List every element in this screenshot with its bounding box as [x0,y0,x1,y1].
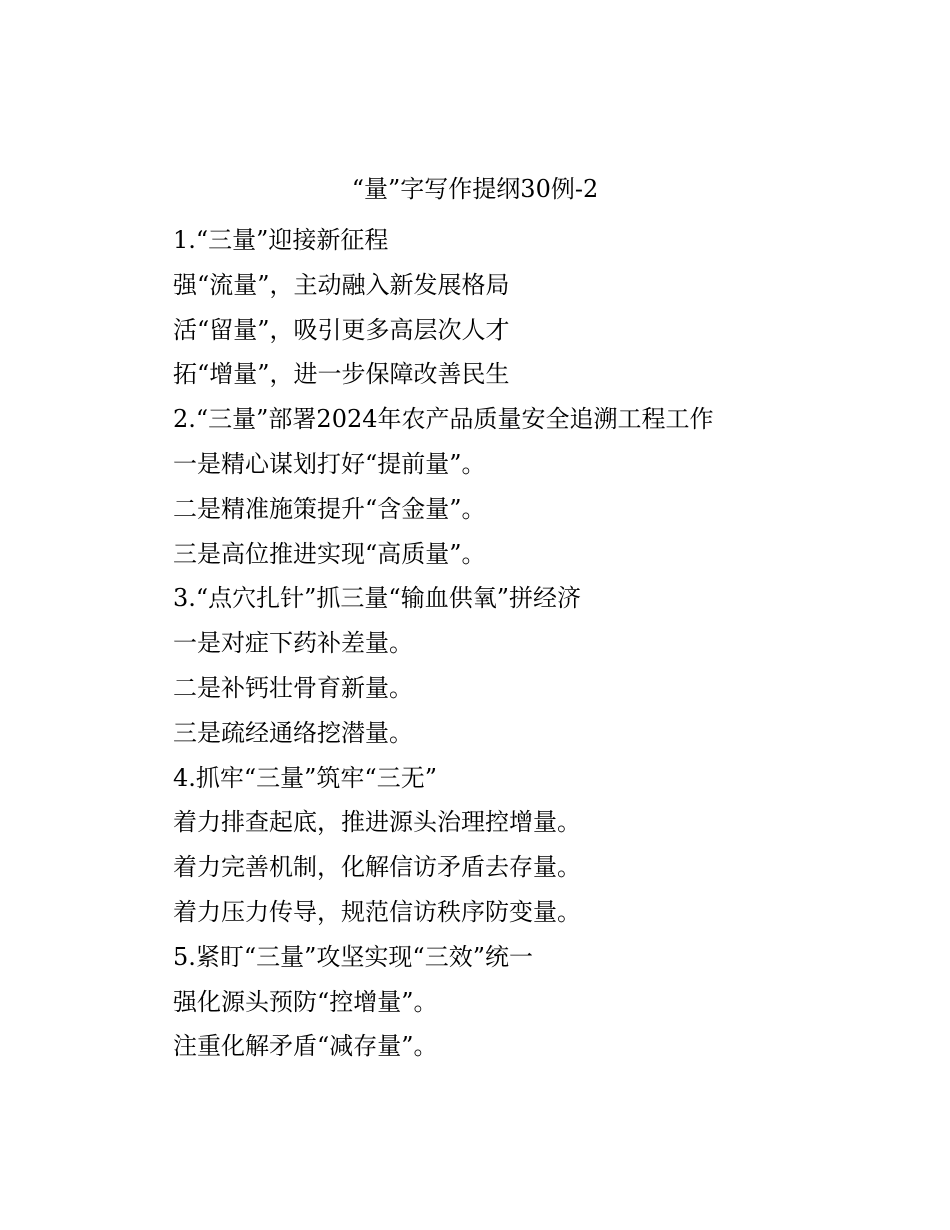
body-line: 三是高位推进实现“高质量”。 [173,539,486,568]
body-line: 二是补钙壮骨育新量。 [173,673,413,702]
body-line: 一是精心谋划打好“提前量”。 [173,449,486,478]
section-heading-5: 5.紧盯“三量”攻坚实现“三效”统一 [173,942,533,971]
body-line: 着力排查起底，推进源头治理控增量。 [173,808,581,837]
document-title: “量”字写作提纲30例-2 [351,175,599,203]
section-heading-1: 1.“三量”迎接新征程 [173,226,389,254]
body-line: 强“流量”，主动融入新发展格局 [173,270,510,299]
body-line: 着力压力传导，规范信访秩序防变量。 [173,897,581,926]
body-line: 注重化解矛盾“减存量”。 [173,1032,438,1061]
body-line: 强化源头预防“控增量”。 [173,987,438,1016]
body-line: 二是精准施策提升“含金量”。 [173,494,486,523]
body-line: 一是对症下药补差量。 [173,629,413,658]
body-line: 三是疏经通络挖潜量。 [173,718,413,747]
section-heading-3: 3.“点穴扎针”抓三量“输血供氧”拼经济 [173,584,581,613]
section-heading-2: 2.“三量”部署2024年农产品质量安全追溯工程工作 [173,405,714,434]
section-heading-4: 4.抓牢“三量”筑牢“三无” [173,763,437,792]
body-line: 着力完善机制，化解信访矛盾去存量。 [173,853,581,882]
body-line: 活“留量”，吸引更多高层次人才 [173,315,510,344]
body-line: 拓“增量”，进一步保障改善民生 [173,360,510,389]
document-body [173,218,714,1069]
